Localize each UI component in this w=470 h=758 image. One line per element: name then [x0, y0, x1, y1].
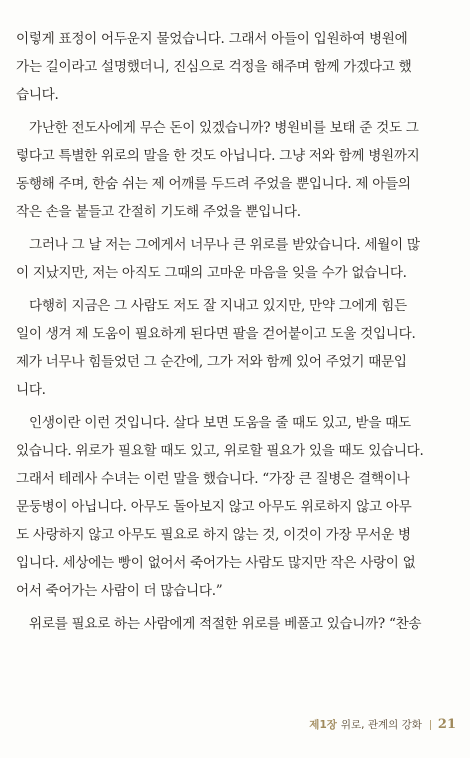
text-line: 문둥병이 아닙니다. 아무도 돌아보지 않고 아무도 위로하지 않고 아무 [16, 499, 412, 515]
text-line: 동행해 주며, 한숨 쉬는 제 어깨를 두드려 주었을 뿐입니다. 제 아들의 [16, 176, 411, 192]
text-line: 이렇게 표정이 어두운지 물었습니다. 그래서 아들이 입원하여 병원에 [16, 31, 408, 47]
text-line: 다행히 지금은 그 사람도 저도 잘 지내고 있지만, 만약 그에게 힘든 [29, 298, 407, 314]
text-line: 그러나 그 날 저는 그에게서 너무나 큰 위로를 받았습니다. 세월이 많 [29, 237, 420, 253]
text-line: 가난한 전도사에게 무슨 돈이 있겠습니까? 병원비를 보태 준 것도 그 [29, 120, 419, 136]
text-line: 습니다. [16, 87, 59, 103]
text-line: 그래서 테레사 수녀는 이런 말을 했습니다. “가장 큰 질병은 결핵이나 [16, 471, 410, 487]
text-line: 인생이란 이런 것입니다. 살다 보면 도움을 줄 때도 있고, 받을 때도 [29, 415, 411, 431]
running-footer [309, 716, 456, 734]
text-line: 렇다고 특별한 위로의 말을 한 것도 아닙니다. 그냥 저와 함께 병원까지 [16, 148, 420, 164]
text-line: 니다. [16, 382, 46, 398]
page-number: 21 [437, 717, 456, 732]
text-line: 가는 길이라고 설명했더니, 진심으로 걱정을 해주며 함께 가겠다고 했 [16, 59, 412, 75]
text-line: 제가 너무나 힘들었던 그 순간에, 그가 저와 함께 있어 주었기 때문입 [16, 354, 407, 370]
text-line: 입니다. 세상에는 빵이 없어서 죽어가는 사람도 많지만 작은 사랑이 없 [16, 555, 416, 571]
footer-divider [430, 720, 431, 730]
text-line: 이 지났지만, 저는 아직도 그때의 고마운 마음을 잊을 수가 없습니다. [16, 265, 407, 281]
text-line: 도 사랑하지 않고 아무도 필요로 하지 않는 것, 이것이 가장 무서운 병 [16, 527, 411, 543]
text-line: 작은 손을 붙들고 간절히 기도해 주었을 뿐입니다. [16, 204, 301, 220]
chapter-label: 제1장 [309, 719, 337, 731]
text-line: 있습니다. 위로가 필요할 때도 있고, 위로할 필요가 있을 때도 있습니다. [16, 443, 424, 459]
body-text [16, 25, 457, 638]
chapter-title: 위로, 관계의 강화 [340, 719, 422, 731]
text-line: 일이 생겨 제 도움이 필요하게 된다면 팔을 걷어붙이고 도울 것입니다. [16, 326, 416, 342]
text-line: 위로를 필요로 하는 사람에게 적절한 위로를 베풀고 있습니까? “찬송 [29, 616, 422, 632]
text-line: 어서 죽어가는 사람이 더 많습니다.” [16, 583, 223, 599]
